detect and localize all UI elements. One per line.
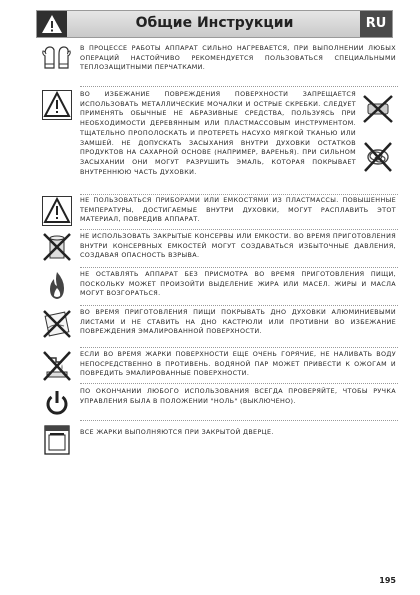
page-number: 195 [379,576,396,585]
crossed-water-icon [42,350,72,386]
instruction-text: ВО ИЗБЕЖАНИЕ ПОВРЕЖДЕНИЯ ПОВЕРХНОСТИ ЗАПРЕЩАЕТСЯ ИСПОЛЬЗОВАТЬ МЕТАЛЛИЧЕСКИЕ МОЧАЛКИ И ОСТРЫЕ СКРЕБКИ. СЛЕДУЕТ ПРИМЕНЯТЬ ОБЫЧНЫЕ НЕ АБРАЗИВНЫЕ СРЕДСТВА, ПОЛЬЗУЯСЬ ПРИ НЕОБХОДИМОСТИ ДЕРЕВЯННЫМ ИЛИ ПЛАСТМАССОВЫМ ИНСТРУМЕНТОМ. ТЩАТЕЛЬНО ПРОПОЛОСКАТЬ И ПРОТЕРЕТЬ НАСУХО МЯГКОЙ ТКАНЬЮ ИЛИ ЗАМШЕЙ. НЕ ДОПУСКАТЬ ЗАСЫХАНИЯ ВНУТРИ ДУХОВКИ ОСТАТКОВ ПРОДУКТОВ НА САХАРНОЙ ОСНОВЕ (НАПРИМЕР, ВАРЕНЬЯ). ПРИ СИЛЬНОМ ЗАСЫХАНИИ ОНИ МОГУТ РАЗРУШИТЬ ЭМАЛЬ, КОТОРАЯ ПОКРЫВАЕТ ВНУТРЕННЮЮ ЧАСТЬ ДУХОВКИ. [80,90,356,176]
crossed-foil-icon [42,308,72,344]
page-title: Общие Инструкции [135,15,294,31]
instruction-item [42,424,398,458]
warning-triangle-icon [42,90,72,124]
crossed-steel-wool-icon [362,140,394,178]
divider [80,347,398,348]
instruction-text: ВО ВРЕМЯ ПРИГОТОВЛЕНИЯ ПИЩИ ПОКРЫВАТЬ ДНО ДУХОВКИ АЛЮМИНИЕВЫМИ ЛИСТАМИ И НЕ СТАВИТЬ НА ДНО КАСТРЮЛИ ИЛИ ПРОТИВНИ ВО ИЗБЕЖАНИЕ ПОВРЕЖДЕНИЯ ЭМАЛИРОВАННОЙ ПОВЕРХНОСТИ. [80,308,396,336]
divider [80,194,398,195]
page-header [36,10,393,38]
instruction-item [42,308,398,348]
flame-icon [42,270,72,306]
divider [80,305,398,306]
power-icon [42,389,72,421]
oven-mitts-icon [42,42,72,76]
instruction-text: НЕ ПОЛЬЗОВАТЬСЯ ПРИБОРАМИ ИЛИ ЕМКОСТЯМИ ИЗ ПЛАСТМАССЫ. ПОВЫШЕННЫЕ ТЕМПЕРАТУРЫ, ДОСТИГАЕМЫЕ ВНУТРИ ДУХОВКИ, МОГУТ РАСПЛАВИТЬ ЭТОТ МАТЕРИАЛ, ПОВРЕДИВ АППАРАТ. [80,196,396,224]
divider [80,420,398,421]
divider [80,229,398,230]
instruction-item [42,196,398,230]
divider [80,383,398,384]
instruction-item [42,387,398,417]
instruction-item [42,350,398,386]
instruction-text: ЕСЛИ ВО ВРЕМЯ ЖАРКИ ПОВЕРХНОСТИ ЕЩЕ ОЧЕНЬ ГОРЯЧИЕ, НЕ НАЛИВАТЬ ВОДУ НЕПОСРЕДСТВЕННО В ПРОТИВЕНЬ. ВОДЯНОЙ ПАР МОЖЕТ ПРИВЕСТИ К ОЖОГАМ И ПОВРЕДИТЬ ЭМАЛИРОВАННЫЕ ПОВЕРХНОСТИ. [80,350,396,378]
instruction-item [42,232,398,268]
warning-triangle-icon [42,196,72,230]
divider [80,267,398,268]
closed-door-icon [42,424,72,460]
language-badge: RU [360,11,392,37]
instruction-item [42,90,398,194]
crossed-can-icon [42,232,72,266]
instruction-item [42,270,398,308]
instruction-text: В ПРОЦЕССЕ РАБОТЫ АППАРАТ СИЛЬНО НАГРЕВАЕТСЯ, ПРИ ВЫПОЛНЕНИИ ЛЮБЫХ ОПЕРАЦИЙ НАСТОЙЧИВО РЕКОМЕНДУЕТСЯ ПОЛЬЗОВАТЬСЯ СПЕЦИАЛЬНЫМИ ТЕПЛОЗАЩИТНЫМИ ПЕРЧАТКАМИ. [80,44,396,72]
crossed-scourer-icon [362,94,394,128]
instruction-text: ВСЕ ЖАРКИ ВЫПОЛНЯЮТСЯ ПРИ ЗАКРЫТОЙ ДВЕРЦЕ. [80,428,274,436]
instruction-text: НЕ ОСТАВЛЯТЬ АППАРАТ БЕЗ ПРИСМОТРА ВО ВРЕМЯ ПРИГОТОВЛЕНИЯ ПИЩИ, ПОСКОЛЬКУ МОЖЕТ ПРОИЗОЙТИ ВЫДЕЛЕНИЕ ЖИРА ИЛИ МАСЕЛ. ЖИРЫ И МАСЛА МОГУТ ВОЗГОРАТЬСЯ. [80,270,396,298]
instruction-item [42,42,398,86]
instruction-text: НЕ ИСПОЛЬЗОВАТЬ ЗАКРЫТЫЕ КОНСЕРВЫ ИЛИ ЕМКОСТИ. ВО ВРЕМЯ ПРИГОТОВЛЕНИЯ ВНУТРИ КОНСЕРВНЫХ ЕМКОСТЕЙ МОГУТ СОЗДАВАТЬСЯ ИЗБЫТОЧНЫЕ ДАВЛЕНИЯ, СОЗДАВАЯ ОПАСНОСТЬ ВЗРЫВА. [80,232,396,260]
divider [80,86,398,87]
instruction-text: ПО ОКОНЧАНИИ ЛЮБОГО ИСПОЛЬЗОВАНИЯ ВСЕГДА ПРОВЕРЯЙТЕ, ЧТОБЫ РУЧКА УПРАВЛЕНИЯ БЫЛА В ПОЛОЖЕНИИ "НОЛЬ" (ВЫКЛЮЧЕНО). [80,387,396,405]
